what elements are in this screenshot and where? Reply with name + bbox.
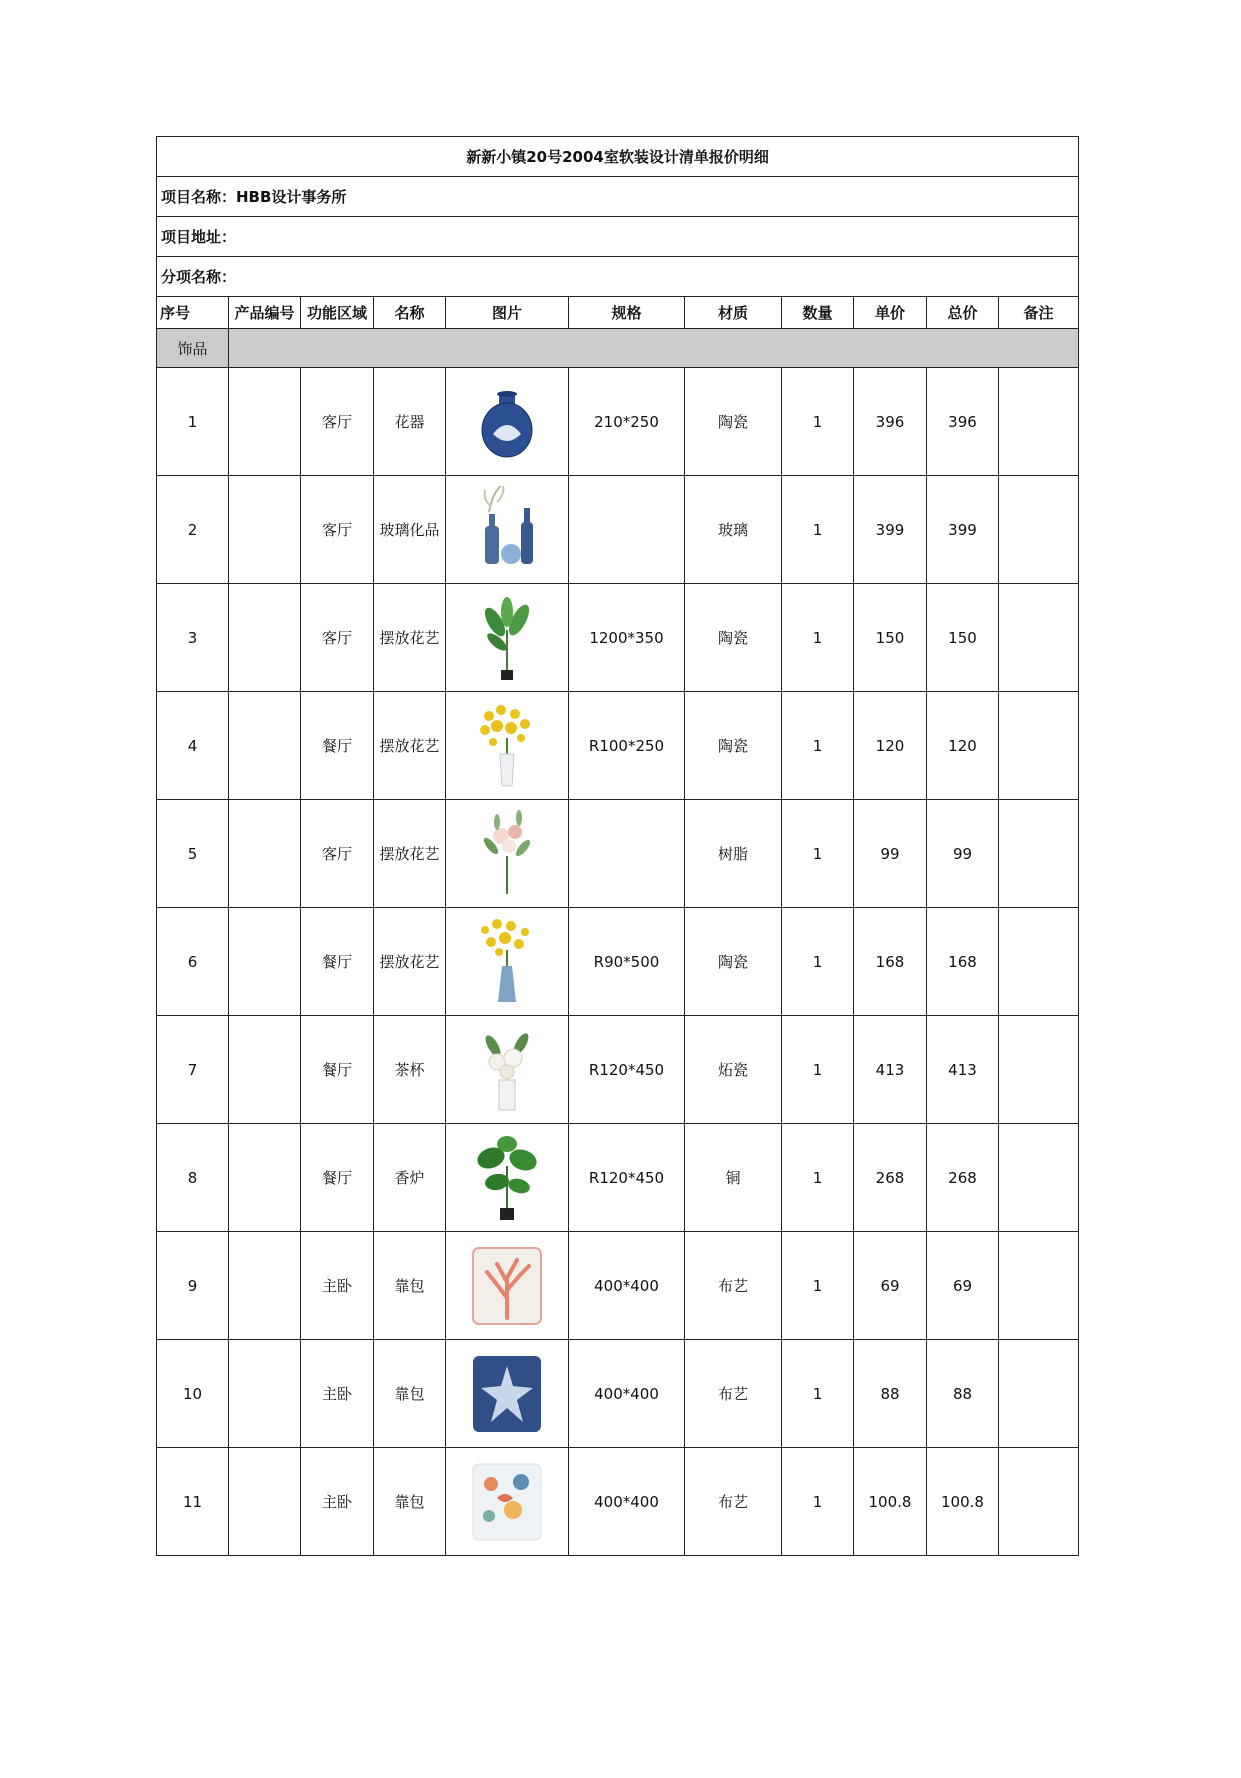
row-name: 靠包 [374,1340,446,1448]
row-material: 陶瓷 [685,908,782,1016]
row-name: 玻璃化品 [374,476,446,584]
row-material: 陶瓷 [685,368,782,476]
row-total-price: 268 [927,1124,999,1232]
row-area: 餐厅 [301,908,374,1016]
flower-bouquet-icon [446,806,568,902]
row-spec: 400*400 [569,1340,685,1448]
quote-table [156,136,1079,1556]
table-row [157,1232,1079,1340]
row-image [446,1124,569,1232]
row-unit-price: 396 [854,368,927,476]
row-area: 主卧 [301,1448,374,1556]
quote-sheet [156,136,1078,1556]
row-qty: 1 [782,368,854,476]
row-material: 陶瓷 [685,692,782,800]
col-header-name: 名称 [374,297,446,329]
row-unit-price: 69 [854,1232,927,1340]
yellow-flowers-icon [446,698,568,794]
row-no: 4 [157,692,229,800]
row-total-price: 99 [927,800,999,908]
row-note [999,1340,1079,1448]
col-header-unit-price: 单价 [854,297,927,329]
sea-pattern-pillow-icon [446,1454,568,1550]
table-row [157,584,1079,692]
row-material: 布艺 [685,1340,782,1448]
row-spec: 210*250 [569,368,685,476]
category-fill [229,329,1079,368]
row-image [446,476,569,584]
row-unit-price: 100.8 [854,1448,927,1556]
blue-vase-icon [446,374,568,470]
col-header-note: 备注 [999,297,1079,329]
yellow-flowers-blue-vase-icon [446,914,568,1010]
row-no: 9 [157,1232,229,1340]
col-header-spec: 规格 [569,297,685,329]
row-qty: 1 [782,584,854,692]
table-row [157,1016,1079,1124]
row-unit-price: 99 [854,800,927,908]
row-name: 摆放花艺 [374,584,446,692]
row-image [446,584,569,692]
row-qty: 1 [782,1340,854,1448]
row-note [999,1232,1079,1340]
table-row [157,476,1079,584]
glass-bottles-icon [446,482,568,578]
row-code [229,368,301,476]
row-code [229,1232,301,1340]
row-no: 5 [157,800,229,908]
row-spec: 400*400 [569,1232,685,1340]
row-qty: 1 [782,800,854,908]
row-spec [569,800,685,908]
row-no: 8 [157,1124,229,1232]
row-spec: R90*500 [569,908,685,1016]
row-code [229,1124,301,1232]
row-total-price: 413 [927,1016,999,1124]
row-code [229,476,301,584]
row-area: 餐厅 [301,1016,374,1124]
row-no: 11 [157,1448,229,1556]
row-note [999,1016,1079,1124]
row-total-price: 168 [927,908,999,1016]
starfish-pillow-icon [446,1346,568,1442]
row-qty: 1 [782,476,854,584]
row-area: 客厅 [301,584,374,692]
row-note [999,908,1079,1016]
row-code [229,908,301,1016]
table-row [157,800,1079,908]
row-material: 炻瓷 [685,1016,782,1124]
row-note [999,1448,1079,1556]
row-name: 茶杯 [374,1016,446,1124]
col-header-area: 功能区域 [301,297,374,329]
row-image [446,368,569,476]
white-flowers-vase-icon [446,1022,568,1118]
potted-plant-icon [446,590,568,686]
row-material: 布艺 [685,1448,782,1556]
sheet-title: 新新小镇20号2004室软装设计清单报价明细 [157,137,1079,177]
row-spec [569,476,685,584]
row-code [229,1340,301,1448]
monstera-plant-icon [446,1130,568,1226]
col-header-code: 产品编号 [229,297,301,329]
row-image [446,1340,569,1448]
row-total-price: 396 [927,368,999,476]
row-material: 陶瓷 [685,584,782,692]
row-unit-price: 88 [854,1340,927,1448]
row-image [446,1448,569,1556]
row-no: 6 [157,908,229,1016]
header-row [157,297,1079,329]
row-image [446,1232,569,1340]
row-material: 布艺 [685,1232,782,1340]
row-qty: 1 [782,692,854,800]
row-note [999,368,1079,476]
row-spec: R120*450 [569,1124,685,1232]
row-no: 7 [157,1016,229,1124]
row-total-price: 150 [927,584,999,692]
row-area: 主卧 [301,1340,374,1448]
col-header-image: 图片 [446,297,569,329]
row-name: 靠包 [374,1232,446,1340]
row-qty: 1 [782,1016,854,1124]
row-note [999,476,1079,584]
row-area: 客厅 [301,368,374,476]
row-total-price: 120 [927,692,999,800]
row-name: 香炉 [374,1124,446,1232]
row-note [999,800,1079,908]
row-image [446,1016,569,1124]
category-label: 饰品 [157,329,229,368]
row-material: 树脂 [685,800,782,908]
row-spec: 1200*350 [569,584,685,692]
table-row [157,1448,1079,1556]
row-code [229,1448,301,1556]
row-unit-price: 268 [854,1124,927,1232]
row-qty: 1 [782,1448,854,1556]
row-note [999,1124,1079,1232]
row-note [999,692,1079,800]
row-spec: R100*250 [569,692,685,800]
row-code [229,800,301,908]
row-qty: 1 [782,1232,854,1340]
row-spec: R120*450 [569,1016,685,1124]
table-row [157,1340,1079,1448]
row-no: 2 [157,476,229,584]
row-no: 10 [157,1340,229,1448]
row-total-price: 399 [927,476,999,584]
col-header-material: 材质 [685,297,782,329]
row-no: 3 [157,584,229,692]
row-total-price: 88 [927,1340,999,1448]
row-name: 花器 [374,368,446,476]
coral-pillow-icon [446,1238,568,1334]
row-area: 客厅 [301,800,374,908]
project-address: 项目地址： [157,217,1079,257]
col-header-total-price: 总价 [927,297,999,329]
row-material: 玻璃 [685,476,782,584]
category-row [157,329,1079,368]
row-total-price: 100.8 [927,1448,999,1556]
row-area: 客厅 [301,476,374,584]
col-header-qty: 数量 [782,297,854,329]
row-unit-price: 150 [854,584,927,692]
row-qty: 1 [782,908,854,1016]
row-name: 摆放花艺 [374,908,446,1016]
row-unit-price: 120 [854,692,927,800]
table-row [157,908,1079,1016]
col-header-no: 序号 [157,297,229,329]
row-image [446,692,569,800]
row-area: 餐厅 [301,692,374,800]
row-code [229,1016,301,1124]
row-code [229,692,301,800]
table-row [157,1124,1079,1232]
row-image [446,800,569,908]
table-row [157,692,1079,800]
row-unit-price: 413 [854,1016,927,1124]
row-no: 1 [157,368,229,476]
row-note [999,584,1079,692]
table-row [157,368,1079,476]
row-image [446,908,569,1016]
row-name: 摆放花艺 [374,800,446,908]
row-name: 靠包 [374,1448,446,1556]
row-area: 主卧 [301,1232,374,1340]
sub-item-name: 分项名称： [157,257,1079,297]
row-qty: 1 [782,1124,854,1232]
row-spec: 400*400 [569,1448,685,1556]
row-area: 餐厅 [301,1124,374,1232]
row-total-price: 69 [927,1232,999,1340]
row-name: 摆放花艺 [374,692,446,800]
row-unit-price: 399 [854,476,927,584]
row-code [229,584,301,692]
row-unit-price: 168 [854,908,927,1016]
row-material: 铜 [685,1124,782,1232]
project-name: 项目名称：HBB设计事务所 [157,177,1079,217]
